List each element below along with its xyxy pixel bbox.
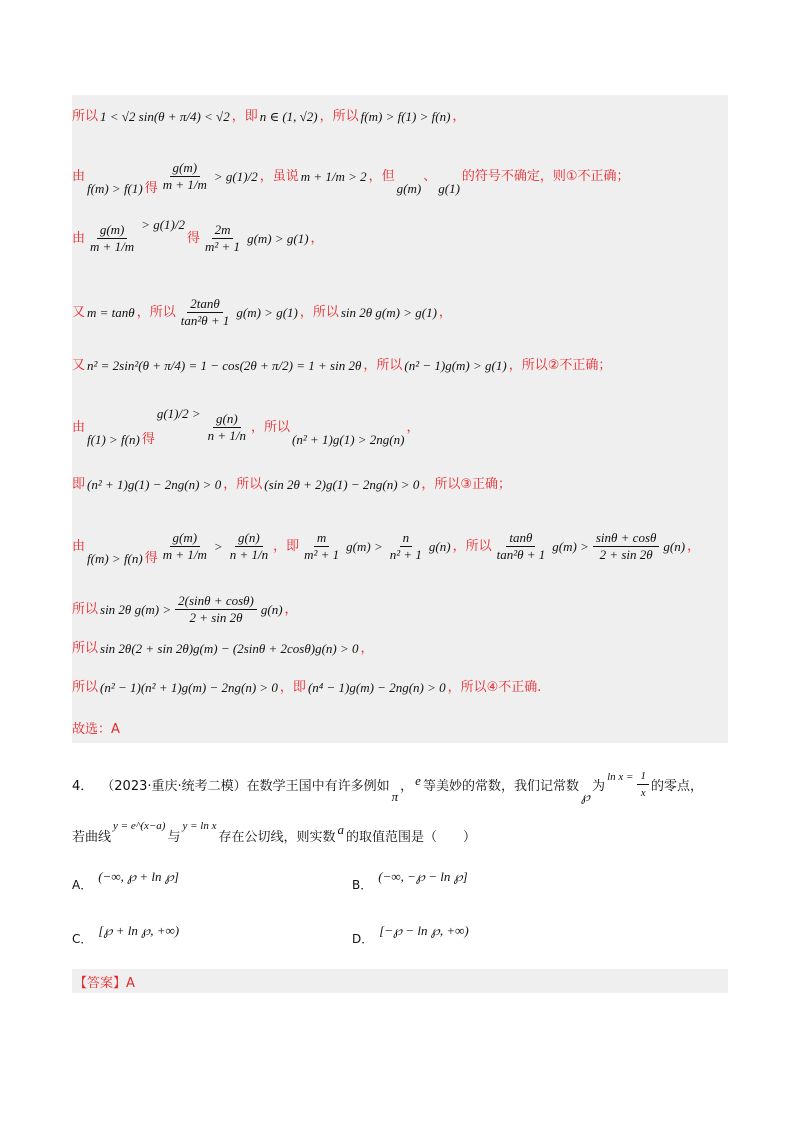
solution-line-8: [72, 530, 701, 566]
text: ，: [452, 109, 466, 124]
math: f(1) > f(n): [87, 431, 140, 447]
denominator: n + 1/n: [229, 547, 269, 562]
text: 得: [144, 180, 158, 196]
text: 由: [72, 230, 86, 246]
numerator: 2m: [212, 222, 234, 239]
option-label: B．: [352, 878, 373, 892]
denominator: n + 1/n: [207, 428, 247, 443]
text: ，所以: [251, 419, 291, 435]
text: ，: [400, 779, 414, 794]
text: ，即: [273, 538, 300, 554]
text: 存在公切线，则实数: [218, 830, 336, 845]
fraction: [178, 296, 233, 329]
text: 所以: [72, 109, 99, 124]
math: g(n): [260, 601, 283, 617]
numerator: g(n): [235, 530, 263, 547]
denominator: 2 + sin 2θ: [189, 610, 243, 625]
numerator: m: [314, 530, 329, 547]
fraction: [87, 222, 137, 255]
solution-line-9: [72, 593, 298, 626]
denominator: tan²θ + 1: [180, 313, 230, 328]
math: (n² − 1)g(m) > g(1): [404, 358, 507, 373]
numerator: g(m): [97, 222, 128, 239]
option-value: [−℘ − ln ℘, +∞): [379, 922, 469, 938]
math: n² = 2sin²(θ + π/4) = 1 − cos(2θ + π/2) = 1 + sin 2θ: [87, 358, 362, 373]
option-c[interactable]: [72, 922, 181, 946]
option-b[interactable]: [352, 868, 470, 892]
denominator: m + 1/m: [162, 547, 207, 562]
answer-label: 【答案】A: [74, 975, 135, 991]
text: ，: [284, 601, 298, 617]
numerator: g(m): [170, 160, 201, 177]
math: π: [391, 788, 399, 804]
math: g(n): [663, 538, 686, 554]
solution-line-5: [72, 357, 611, 375]
math: > g(1)/2: [141, 216, 185, 232]
denominator: 2 + sin 2θ: [599, 547, 653, 562]
numerator: n: [400, 530, 413, 547]
denominator: x: [640, 787, 646, 799]
fraction: [205, 411, 249, 444]
solution-line-7: [72, 476, 511, 494]
option-label: A．: [72, 878, 93, 892]
text: ，: [310, 230, 324, 246]
math: y = ln x: [182, 819, 217, 832]
fraction: [175, 593, 257, 626]
solution-line-6: [72, 405, 420, 447]
math: (n⁴ − 1)g(m) − 2ng(n) > 0: [307, 680, 446, 695]
math: g(m) > g(1): [236, 304, 298, 320]
option-value: [℘ + ln ℘, +∞): [98, 922, 180, 938]
text: ，所以③正确；: [421, 477, 511, 492]
option-label: D．: [352, 932, 374, 946]
text: 得: [144, 550, 158, 566]
math: g(m): [396, 180, 422, 196]
solution-line-10: [72, 640, 374, 658]
text: 由: [72, 168, 86, 184]
math: > g(1)/2: [213, 168, 258, 184]
text: ，所以: [136, 304, 176, 320]
text: 即: [72, 477, 86, 492]
text: ，所以: [452, 538, 492, 554]
text: 的零点，: [650, 779, 703, 794]
text: ，即: [231, 109, 258, 124]
answer-bar: [72, 969, 728, 993]
fraction: [637, 768, 649, 801]
option-value: (−∞, −℘ − ln ℘]: [378, 868, 468, 884]
solution-line-11: [72, 679, 541, 697]
fraction: [593, 530, 660, 563]
denominator: n² + 1: [389, 547, 422, 562]
question-number: 4．: [72, 779, 94, 794]
fraction: [160, 530, 210, 563]
option-value: (−∞, ℘ + ln ℘]: [98, 868, 179, 884]
math: f(m) > f(1) > f(n): [360, 109, 451, 124]
text: 由: [72, 419, 86, 435]
math: 1 < √2 sin(θ + π/4) < √2: [100, 109, 230, 124]
math: ln x =: [607, 770, 634, 783]
text: ，虽说: [259, 168, 299, 184]
math: sin 2θ g(m) > g(1): [340, 304, 437, 320]
text: 的符号不确定，则①不正确；: [461, 168, 630, 184]
math: g(1)/2 >: [156, 405, 201, 421]
text: 又: [72, 358, 86, 373]
text: ，所以: [363, 358, 403, 373]
numerator: tanθ: [506, 530, 535, 547]
text: 由: [72, 538, 86, 554]
math: f(m) > f(1): [87, 180, 143, 196]
math: g(m) >: [346, 538, 383, 554]
option-label: C．: [72, 932, 93, 946]
text: 又: [72, 304, 86, 320]
math: m = tanθ: [87, 304, 135, 320]
text: 得: [186, 230, 200, 246]
option-d[interactable]: [352, 922, 471, 946]
denominator: tan²θ + 1: [496, 547, 546, 562]
numerator: 2(sinθ + cosθ): [175, 593, 257, 610]
solution-line-1: [72, 108, 465, 126]
solution-line-2: [72, 160, 630, 196]
fraction: [227, 530, 271, 563]
math: g(1): [438, 180, 460, 196]
math: (sin 2θ + 2)g(1) − 2ng(n) > 0: [264, 477, 420, 492]
fraction: [494, 530, 549, 563]
denominator: m² + 1: [304, 547, 340, 562]
math: f(m) > f(n): [87, 550, 143, 566]
math: g(m) >: [552, 538, 589, 554]
solution-line-3: [72, 216, 324, 255]
math: g(m) > g(1): [247, 230, 309, 246]
fraction: [301, 530, 342, 563]
math: (n² − 1)(n² + 1)g(m) − 2ng(n) > 0: [100, 680, 278, 695]
text: ，: [406, 419, 420, 435]
denominator: m² + 1: [205, 239, 241, 254]
math: sin 2θ g(m) >: [100, 601, 172, 617]
text: 得: [141, 431, 155, 447]
numerator: sinθ + cosθ: [593, 530, 660, 547]
math: y = e^(x−a): [113, 819, 166, 832]
final-choice: 故选：A: [72, 722, 120, 737]
math: >: [213, 538, 223, 554]
text: ，但: [368, 168, 395, 184]
numerator: g(n): [213, 411, 241, 428]
text: 所以: [72, 680, 99, 695]
text: 、: [423, 168, 437, 184]
solution-line-4: [72, 296, 452, 329]
text: ，即: [279, 680, 306, 695]
text: 的取值范围是（ ）: [346, 830, 477, 845]
fraction: [160, 160, 210, 193]
math: ℘: [580, 788, 591, 804]
math: sin 2θ(2 + sin 2θ)g(m) − (2sinθ + 2cosθ)g(n) > 0: [100, 641, 359, 656]
math: (n² + 1)g(1) − 2ng(n) > 0: [87, 477, 222, 492]
text: 为: [592, 779, 606, 794]
question-text: （2023·重庆·统考二模）在数学王国中有许多例如: [101, 779, 390, 794]
math: e: [415, 772, 421, 788]
question-line-1: [72, 768, 703, 804]
math: (n² + 1)g(1) > 2ng(n): [292, 431, 405, 447]
math: n ∈ (1, √2): [259, 109, 318, 124]
text: 等美妙的常数，我们记常数: [422, 779, 579, 794]
numerator: g(m): [170, 530, 201, 547]
denominator: m + 1/m: [162, 177, 207, 192]
fraction: [202, 222, 243, 255]
text: ，所以: [299, 304, 339, 320]
option-a[interactable]: [72, 868, 181, 892]
math: g(n): [428, 538, 451, 554]
fraction: [387, 530, 425, 563]
question-line-2: [72, 819, 477, 845]
text: 所以: [72, 601, 99, 617]
numerator: 1: [637, 768, 649, 785]
text: ，: [438, 304, 452, 320]
math: m + 1/m > 2: [300, 168, 367, 184]
text: 若曲线: [72, 830, 112, 845]
text: ，所以: [223, 477, 263, 492]
solution-line-12: [72, 721, 120, 739]
text: ，: [687, 538, 701, 554]
text: ，: [360, 641, 374, 656]
denominator: m + 1/m: [90, 239, 135, 254]
numerator: 2tanθ: [187, 296, 223, 313]
text: 与: [167, 830, 181, 845]
text: ，所以②不正确；: [508, 358, 612, 373]
text: 所以: [72, 641, 99, 656]
math: a: [337, 821, 345, 837]
text: ，所以④不正确.: [447, 680, 542, 695]
text: ，所以: [319, 109, 359, 124]
